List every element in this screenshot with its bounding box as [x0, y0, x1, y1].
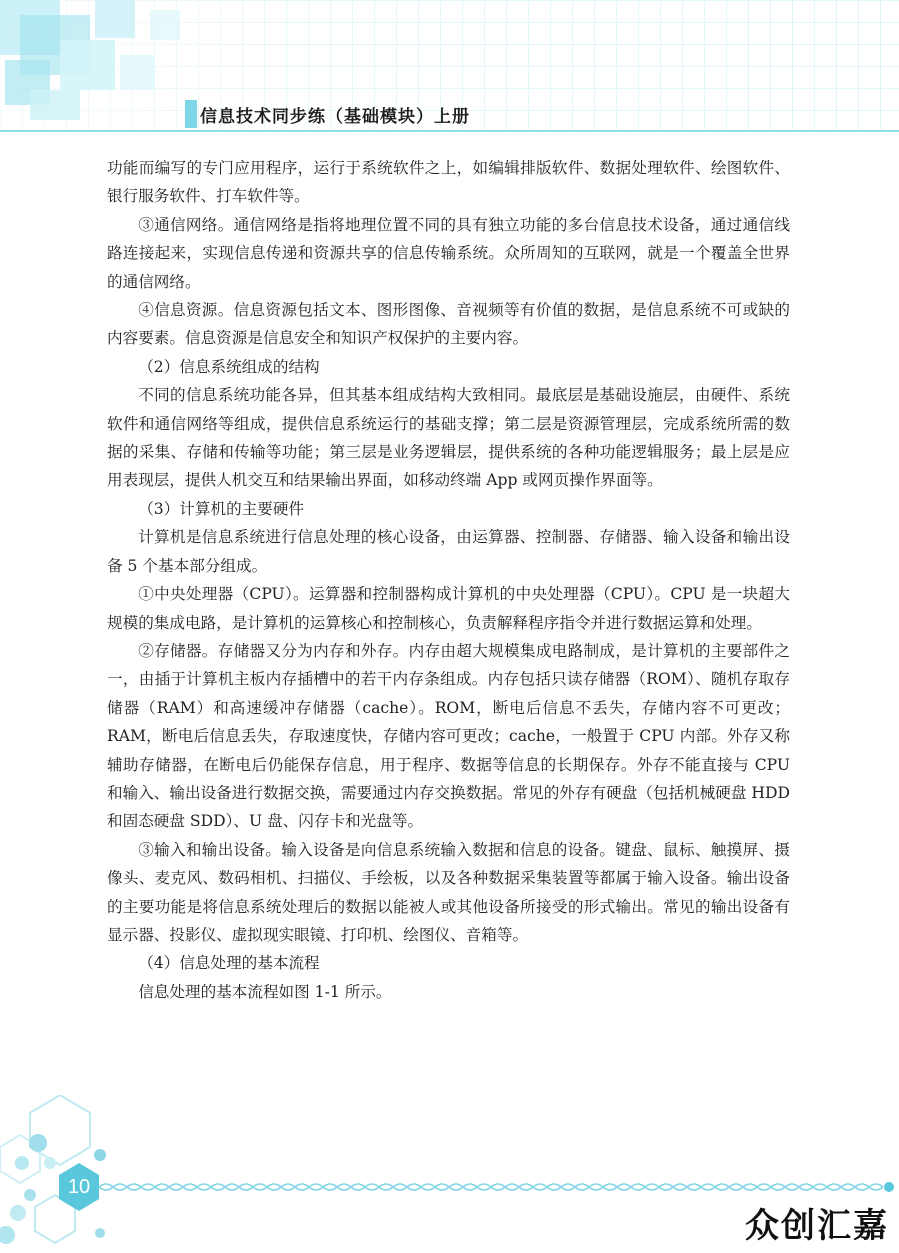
paragraph: ③通信网络。通信网络是指将地理位置不同的具有独立功能的多台信息技术设备，通过通信线路连接起来，实现信息传递和资源共享的信息传输系统。众所周知的互联网，就是一个覆盖全世界的通信网络。	[107, 215, 790, 291]
paragraph: 信息处理的基本流程如图 1-1 所示。	[138, 982, 392, 1001]
section-heading: （2）信息系统组成的结构	[138, 357, 320, 376]
section-heading: （3）计算机的主要硬件	[138, 499, 305, 518]
section-heading: （4）信息处理的基本流程	[138, 954, 320, 973]
paragraph: 功能而编写的专门应用程序，运行于系统软件之上，如编辑排版软件、数据处理软件、绘图软件、银行服务软件、打车软件等。	[107, 159, 790, 206]
paragraph: 计算机是信息系统进行信息处理的核心设备，由运算器、控制器、存储器、输入设备和输出设备 5 个基本部分组成。	[107, 528, 790, 575]
watermark-logo: 众创汇嘉	[745, 1206, 889, 1246]
paragraph: 不同的信息系统功能各异，但其基本组成结构大致相同。最底层是基础设施层，由硬件、系统软件和通信网络等组成，提供信息系统运行的基础支撑；第二层是资源管理层，完成系统所需的数据的采集、存储和传输等功能；第三层是业务逻辑层，提供系统的各种功能逻辑服务；最上层是应用表现层，提供人机交互和结果输出界面，如移动终端 App 或网页操作界面等。	[107, 386, 790, 490]
running-header-title: 信息技术同步练（基础模块）上册	[200, 107, 470, 127]
paragraph: ③输入和输出设备。输入设备是向信息系统输入数据和信息的设备。键盘、鼠标、触摸屏、摄像头、麦克风、数码相机、扫描仪、手绘板，以及各种数据采集装置等都属于输入设备。输出设备的主要功能是将信息系统处理后的数据以能被人或其他设备所接受的形式输出。常见的输出设备有显示器、投影仪、虚拟现实眼镜、打印机、绘图仪、音箱等。	[107, 840, 790, 944]
paragraph: ②存储器。存储器又分为内存和外存。内存由超大规模集成电路制成，是计算机的主要部件之一，由插于计算机主板内存插槽中的若干内存条组成。内存包括只读存储器（ROM）、随机存取存储器（RAM）和高速缓冲存储器（cache）。ROM，断电后信息不丢失，存储内容不可更改；RAM，断电后信息丢失，存取速度快，存储内容可更改；cache，一般置于 CPU 内部。外存又称辅助存储器，在断电后仍能保存信息，用于程序、数据等信息的长期保存。外存不能直接与 CPU 和输入、输出设备进行数据交换，需要通过内存交换数据。常见的外存有硬盘（包括机械硬盘 HDD 和固态硬盘 SDD）、U 盘、闪存卡和光盘等。	[107, 641, 790, 831]
paragraph: ④信息资源。信息资源包括文本、图形图像、音视频等有价值的数据，是信息系统不可或缺的内容要素。信息资源是信息安全和知识产权保护的主要内容。	[107, 301, 790, 348]
paragraph: ①中央处理器（CPU）。运算器和控制器构成计算机的中央处理器（CPU）。CPU 是一块超大规模的集成电路，是计算机的运算核心和控制核心，负责解释程序指令并进行数据运算和处理。	[107, 585, 790, 632]
body-text	[107, 154, 790, 1006]
page-number: 10	[67, 1176, 91, 1198]
